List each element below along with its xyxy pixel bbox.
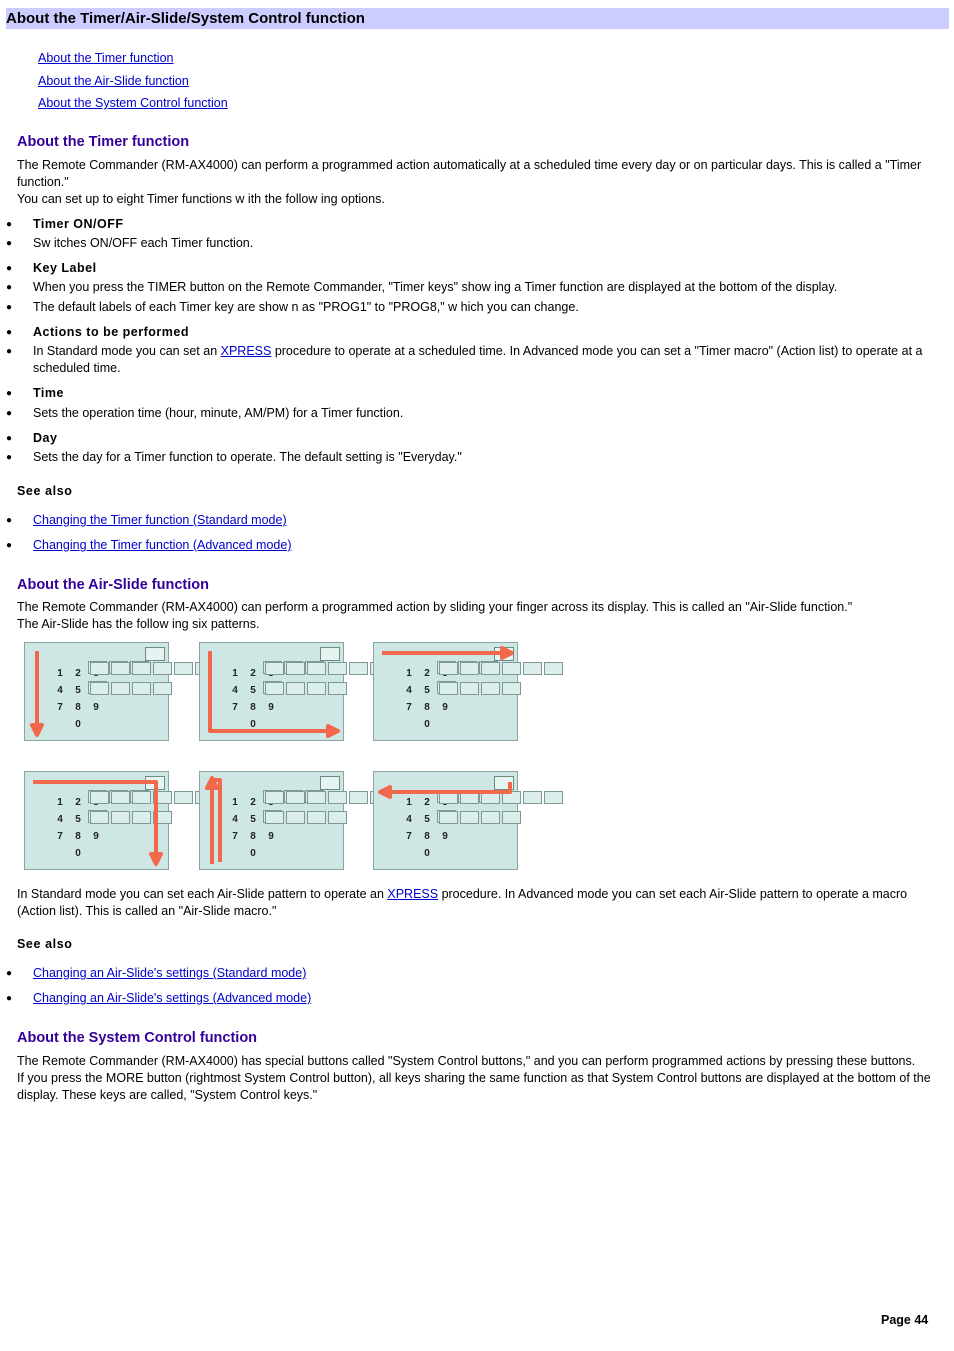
toc-link-system-control[interactable]: About the System Control function bbox=[38, 96, 228, 110]
see-also-label: See also bbox=[17, 937, 73, 951]
list-item: ● The default labels of each Timer key are show n as "PROG1" to "PROG8," w hich you can change. bbox=[6, 300, 579, 314]
airslide-pattern-image: 1 2 4 5 7 8 9 0 bbox=[24, 642, 169, 741]
airslide-standard-link[interactable]: Changing an Air-Slide's settings (Standard mode) bbox=[33, 966, 307, 980]
toc-link-timer[interactable]: About the Timer function bbox=[38, 51, 174, 65]
airslide-pattern-image: 1 2 4 5 7 8 9 0 bbox=[373, 642, 518, 741]
timer-heading: About the Timer function bbox=[17, 134, 190, 150]
list-item: ● Key Label bbox=[6, 261, 97, 275]
page-title: About the Timer/Air-Slide/System Control function bbox=[6, 8, 949, 29]
xpress-link[interactable]: XPRESS bbox=[220, 344, 272, 358]
timer-intro: The Remote Commander (RM-AX4000) can perform a programmed action automatically at a scheduled time every day or on particular days. This is called a "Timer function." You can set up to eight Timer functions w ith the follow ing options. bbox=[17, 158, 922, 206]
list-item: ● When you press the TIMER button on the Remote Commander, "Timer keys" show ing a Timer function are displayed at the bottom of the display. bbox=[6, 280, 838, 294]
airslide-pattern-image: 1 2 4 5 7 8 9 0 bbox=[199, 771, 344, 870]
table-of-contents bbox=[38, 50, 228, 118]
system-body: The Remote Commander (RM-AX4000) has special buttons called "System Control buttons," and you can perform programmed actions by pressing these buttons. If you press the MORE button (rightmost System Control button), all keys sharing the same function as that System Control buttons are displayed at the bottom of the display. These keys are called, "System Control keys." bbox=[17, 1054, 931, 1102]
airslide-pattern-image: 1 2 4 5 7 8 9 0 bbox=[24, 771, 169, 870]
toc-link-airslide[interactable]: About the Air-Slide function bbox=[38, 73, 189, 88]
list-item: ● Changing the Timer function (Standard mode) bbox=[6, 513, 287, 527]
airslide-heading: About the Air-Slide function bbox=[17, 577, 209, 593]
list-item: ● Changing the Timer function (Advanced mode) bbox=[6, 538, 292, 552]
list-item: ● Sw itches ON/OFF each Timer function. bbox=[6, 236, 254, 250]
see-also-label: See also bbox=[17, 484, 73, 498]
list-item: ● Day bbox=[6, 431, 58, 445]
list-item: ● Timer ON/OFF bbox=[6, 217, 124, 231]
list-item: ● Time bbox=[6, 386, 64, 400]
airslide-intro: The Remote Commander (RM-AX4000) can perform a programmed action by sliding your finger across its display. This is called an "Air-Slide function." The Air-Slide has the follow ing six patterns. bbox=[17, 600, 853, 631]
airslide-advanced-link[interactable]: Changing an Air-Slide's settings (Advanced mode) bbox=[33, 991, 312, 1005]
system-heading: About the System Control function bbox=[17, 1030, 258, 1046]
timer-standard-link[interactable]: Changing the Timer function (Standard mode) bbox=[33, 513, 287, 527]
list-item: ● Changing an Air-Slide's settings (Advanced mode) bbox=[6, 991, 312, 1005]
airslide-pattern-image: 1 2 4 5 7 8 9 0 bbox=[373, 771, 518, 870]
list-item: ● Changing an Air-Slide's settings (Standard mode) bbox=[6, 966, 307, 980]
list-item: ● Sets the day for a Timer function to operate. The default setting is "Everyday." bbox=[6, 450, 462, 464]
timer-advanced-link[interactable]: Changing the Timer function (Advanced mode) bbox=[33, 538, 292, 552]
list-item: ● Actions to be performed bbox=[6, 325, 189, 339]
list-item: ● In Standard mode you can set an XPRESS procedure to operate at a scheduled time. In Advanced mode you can set a "Timer macro" (Action list) to operate at a scheduled time. bbox=[6, 344, 923, 375]
page-number: Page 44 bbox=[881, 1313, 929, 1327]
airslide-body: In Standard mode you can set each Air-Slide pattern to operate an XPRESS procedure. In Advanced mode you can set each Air-Slide pattern to operate a macro (Action list). This is called an "Air-Slide macro." bbox=[17, 887, 908, 918]
xpress-link[interactable]: XPRESS bbox=[387, 887, 439, 901]
airslide-pattern-image: 1 2 4 5 7 8 9 0 bbox=[199, 642, 344, 741]
list-item: ● Sets the operation time (hour, minute, AM/PM) for a Timer function. bbox=[6, 406, 404, 420]
